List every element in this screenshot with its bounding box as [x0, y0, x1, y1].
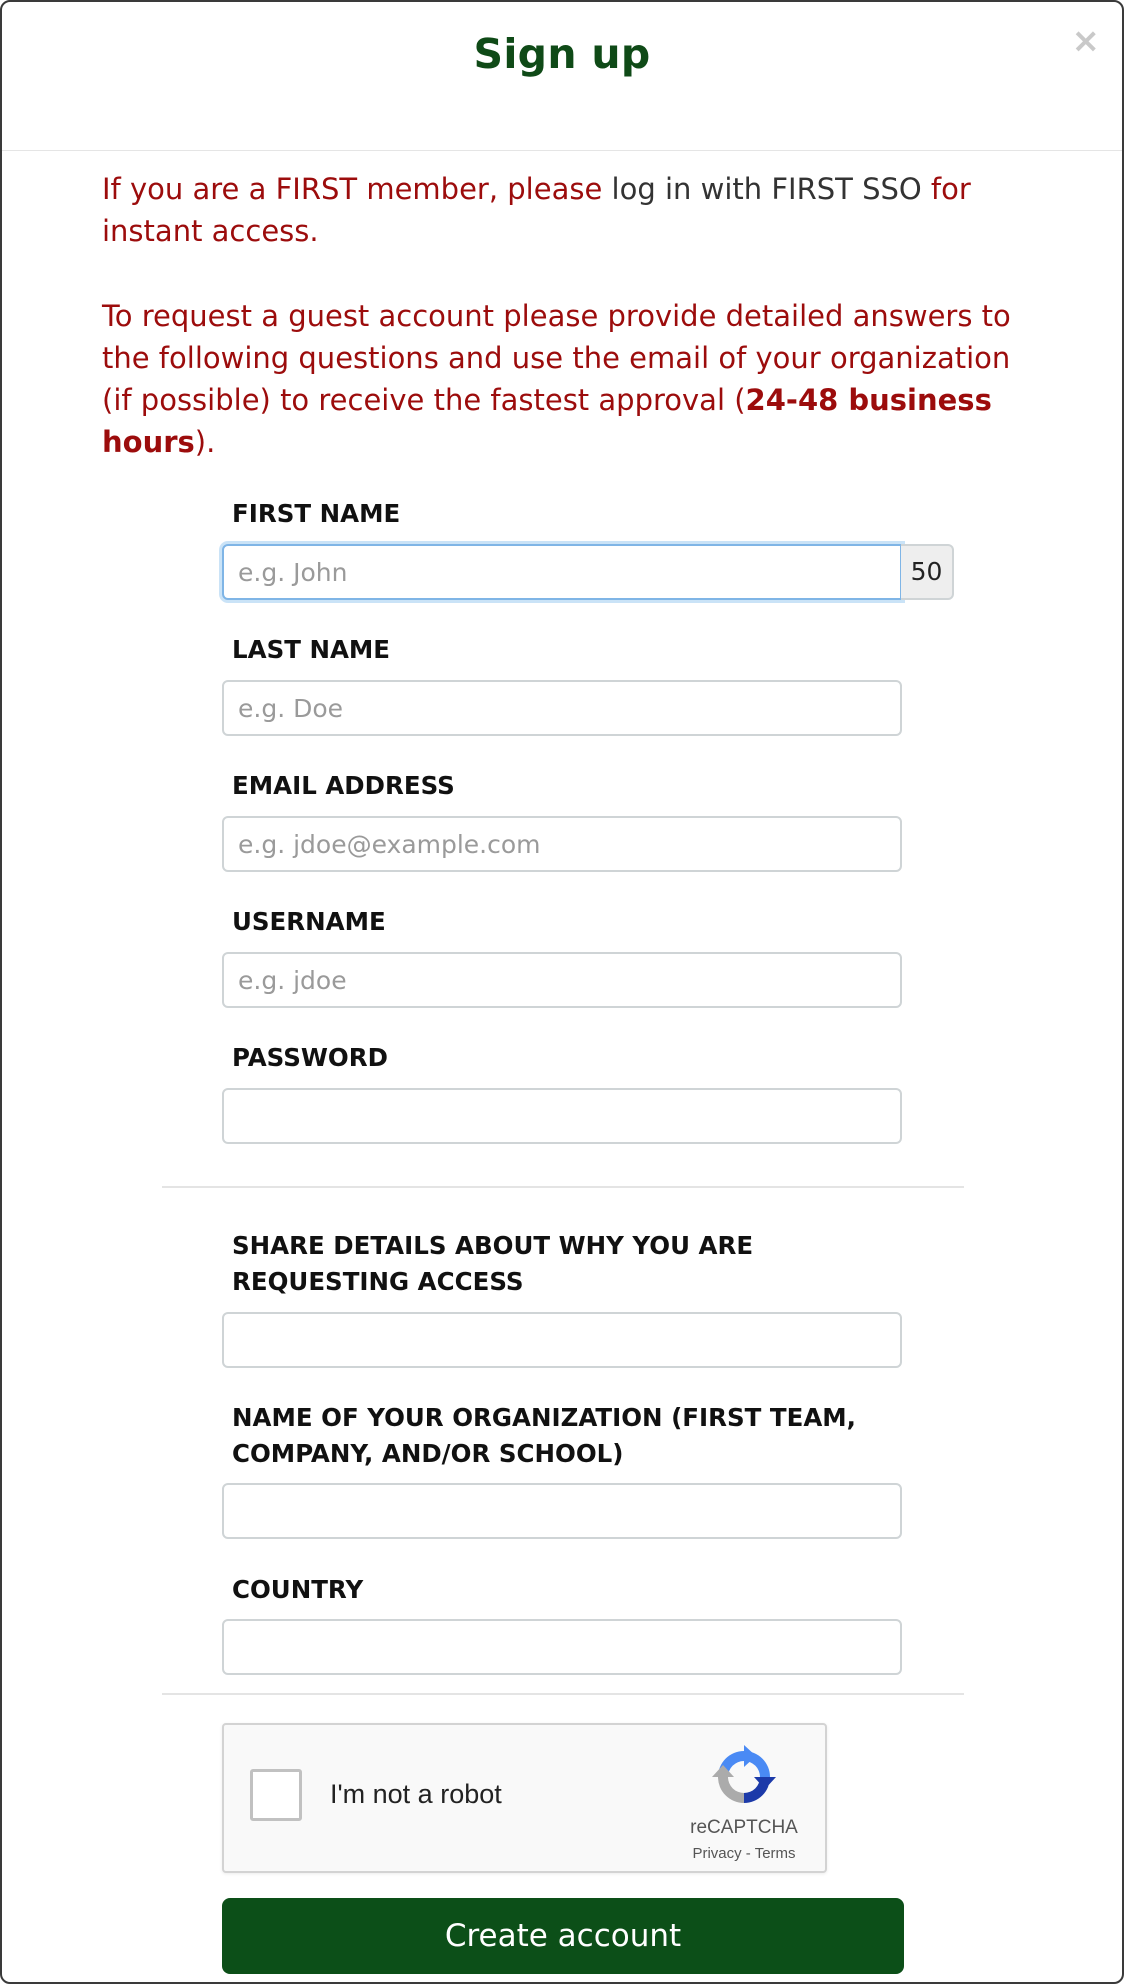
- intro-guest-text-start: To request a guest account please provide detailed answers to the following questions and use the email of your organization (if possible) to receive the fastest approval (: [102, 299, 1011, 417]
- recaptcha-label: I'm not a robot: [330, 1779, 502, 1809]
- recaptcha-widget: [222, 1723, 827, 1873]
- reason-input[interactable]: [222, 1312, 902, 1368]
- recaptcha-terms-link[interactable]: Terms: [754, 1845, 796, 1862]
- section-divider: [162, 1693, 964, 1695]
- password-label: PASSWORD: [232, 1043, 388, 1072]
- first-name-char-counter: 50: [901, 544, 954, 600]
- organization-label: NAME OF YOUR ORGANIZATION (FIRST TEAM, COMPANY, AND/OR SCHOOL): [232, 1403, 856, 1468]
- intro-member-text-start: If you are a FIRST member, please: [102, 172, 612, 206]
- first-sso-login-link[interactable]: log in with FIRST SSO: [611, 172, 922, 206]
- recaptcha-brand: reCAPTCHA: [690, 1817, 798, 1838]
- first-name-label: FIRST NAME: [232, 499, 401, 528]
- intro-member-text-end: for instant access.: [102, 172, 971, 248]
- last-name-input[interactable]: [222, 680, 902, 736]
- section-divider: [162, 1186, 964, 1188]
- email-input[interactable]: [222, 816, 902, 872]
- username-label: USERNAME: [232, 907, 386, 936]
- intro-guest-text-end: ).: [194, 425, 216, 459]
- recaptcha-link-separator: -: [741, 1845, 755, 1862]
- create-account-button[interactable]: Create account: [222, 1898, 904, 1974]
- approval-time: 24-48 business hours: [102, 383, 992, 459]
- email-label: EMAIL ADDRESS: [232, 771, 455, 800]
- recaptcha-links: [664, 1845, 824, 1862]
- first-name-input[interactable]: [222, 544, 902, 600]
- recaptcha-logo-icon: [712, 1745, 776, 1809]
- username-input[interactable]: [222, 952, 902, 1008]
- organization-input[interactable]: [222, 1483, 902, 1539]
- modal-header: [2, 2, 1122, 151]
- intro-member-text: [102, 168, 1032, 252]
- close-icon[interactable]: ×: [1071, 21, 1100, 61]
- modal-title: Sign up: [473, 30, 651, 78]
- recaptcha-privacy-link[interactable]: Privacy: [692, 1845, 742, 1862]
- intro-guest-text: [102, 295, 1032, 463]
- recaptcha-checkbox[interactable]: [250, 1769, 302, 1821]
- reason-label: SHARE DETAILS ABOUT WHY YOU ARE REQUESTING ACCESS: [232, 1231, 754, 1296]
- country-label: COUNTRY: [232, 1575, 364, 1604]
- last-name-label: LAST NAME: [232, 635, 391, 664]
- country-input[interactable]: [222, 1619, 902, 1675]
- password-input[interactable]: [222, 1088, 902, 1144]
